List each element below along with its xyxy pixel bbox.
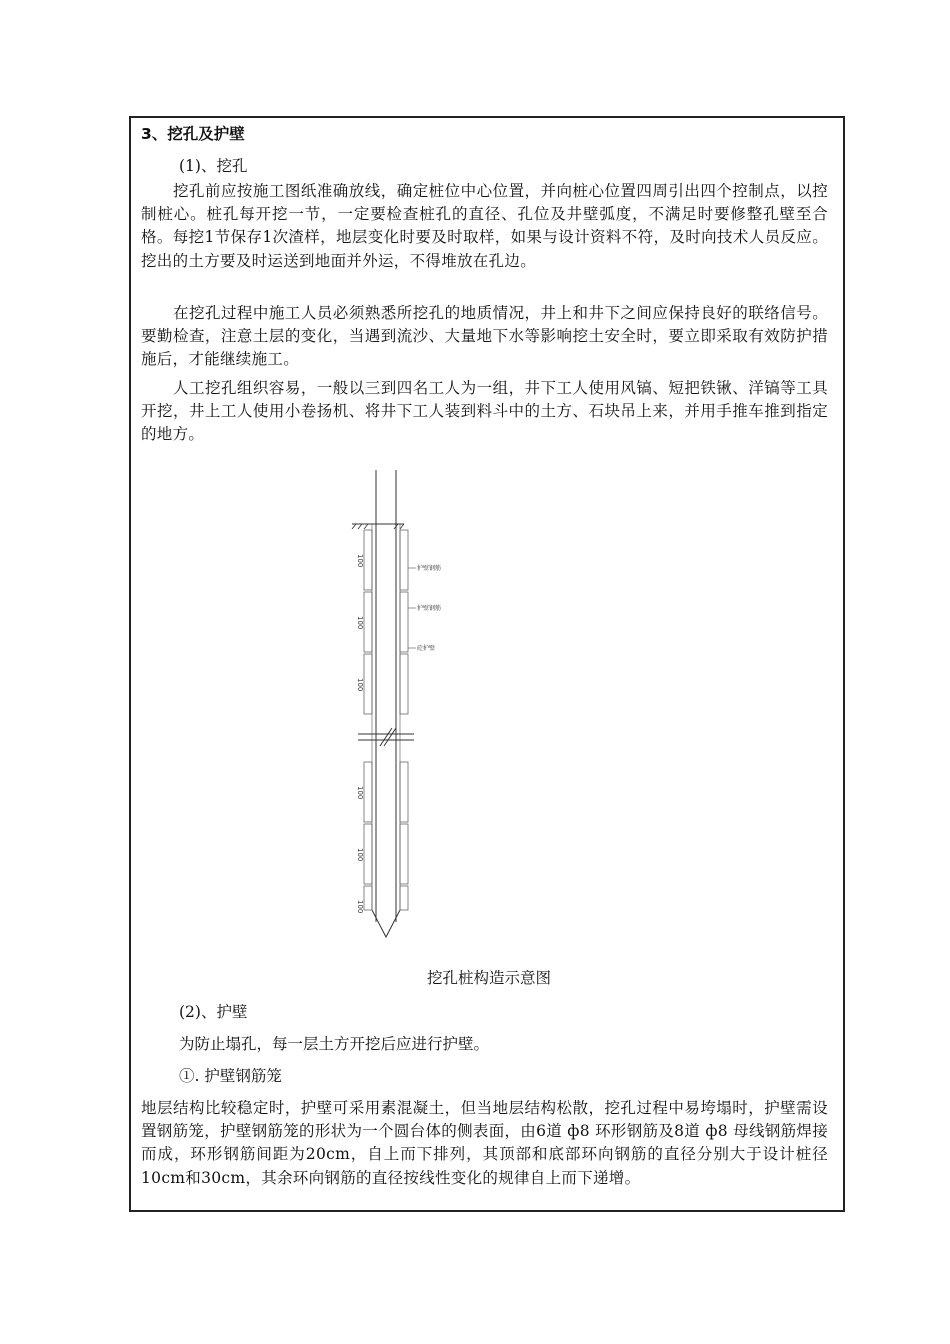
callout-label: 护壁钢筋 bbox=[417, 565, 442, 572]
wall-item-heading: ①. 护壁钢筋笼 bbox=[179, 1067, 282, 1085]
callout-label: 护壁钢筋 bbox=[417, 605, 442, 612]
callout-label: 砼护壁 bbox=[417, 645, 436, 652]
wall-body: 地层结构比较稳定时，护壁可采用素混凝土，但当地层结构松散，挖孔过程中易垮塌时，护壁需设置钢筋笼，护壁钢筋笼的形状为一个圆台体的侧表面，由6道 ф8 环形钢筋及8道 ф8 母线钢筋焊接而成，环形钢筋间距为20cm，自上而下排列，其顶部和底部环向钢筋的直径分别大于设计桩径 10cm和30cm，其余环向钢筋的直径按线性变化的规律自上而下递增。 bbox=[141, 1099, 828, 1187]
segment-label: 100 bbox=[356, 616, 364, 630]
segment-label: 100 bbox=[356, 848, 364, 862]
segment-label: 100 bbox=[356, 554, 364, 568]
wall-subheading: (2)、护壁 bbox=[179, 1003, 248, 1021]
digging-subheading: (1)、挖孔 bbox=[179, 157, 248, 175]
digging-paragraph-2: 在挖孔过程中施工人员必须熟悉所挖孔的地质情况，井上和井下之间应保持良好的联络信号。要勤检查，注意土层的变化，当遇到流沙、大量地下水等影响挖土安全时，要立即采取有效防护措施后，才能继续施工。 bbox=[141, 304, 828, 369]
digging-paragraph-3: 人工挖孔组织容易，一般以三到四名工人为一组，井下工人使用风镐、短把铁锹、洋镐等工具开挖，井上工人使用小卷扬机、将井下工人装到料斗中的土方、石块吊上来，并用手推车推到指定的地方。 bbox=[141, 379, 828, 444]
digging-paragraph-1: 挖孔前应按施工图纸准确放线，确定桩位中心位置，并向桩心位置四周引出四个控制点，以控制桩心。桩孔每开挖一节，一定要检查桩孔的直径、孔位及井壁弧度，不满足时要修整孔壁至合格。每挖1节保存1次渣样，地层变化时要及时取样，如果与设计资料不符，及时向技术人员反应。挖出的土方要及时运送到地面并外运，不得堆放在孔边。 bbox=[141, 182, 828, 270]
wall-segments bbox=[364, 530, 408, 910]
pile-diagram bbox=[346, 470, 586, 950]
wall-intro: 为防止塌孔，每一层土方开挖后应进行护壁。 bbox=[179, 1035, 490, 1053]
segment-label: 100 bbox=[356, 678, 364, 692]
break-mark bbox=[358, 728, 414, 746]
figure-caption: 挖孔桩构造示意图 bbox=[426, 969, 551, 987]
section-heading: 3、挖孔及护壁 bbox=[141, 125, 245, 143]
segment-label: 100 bbox=[356, 900, 364, 914]
segment-label: 100 bbox=[356, 786, 364, 800]
content-frame bbox=[129, 116, 845, 1212]
